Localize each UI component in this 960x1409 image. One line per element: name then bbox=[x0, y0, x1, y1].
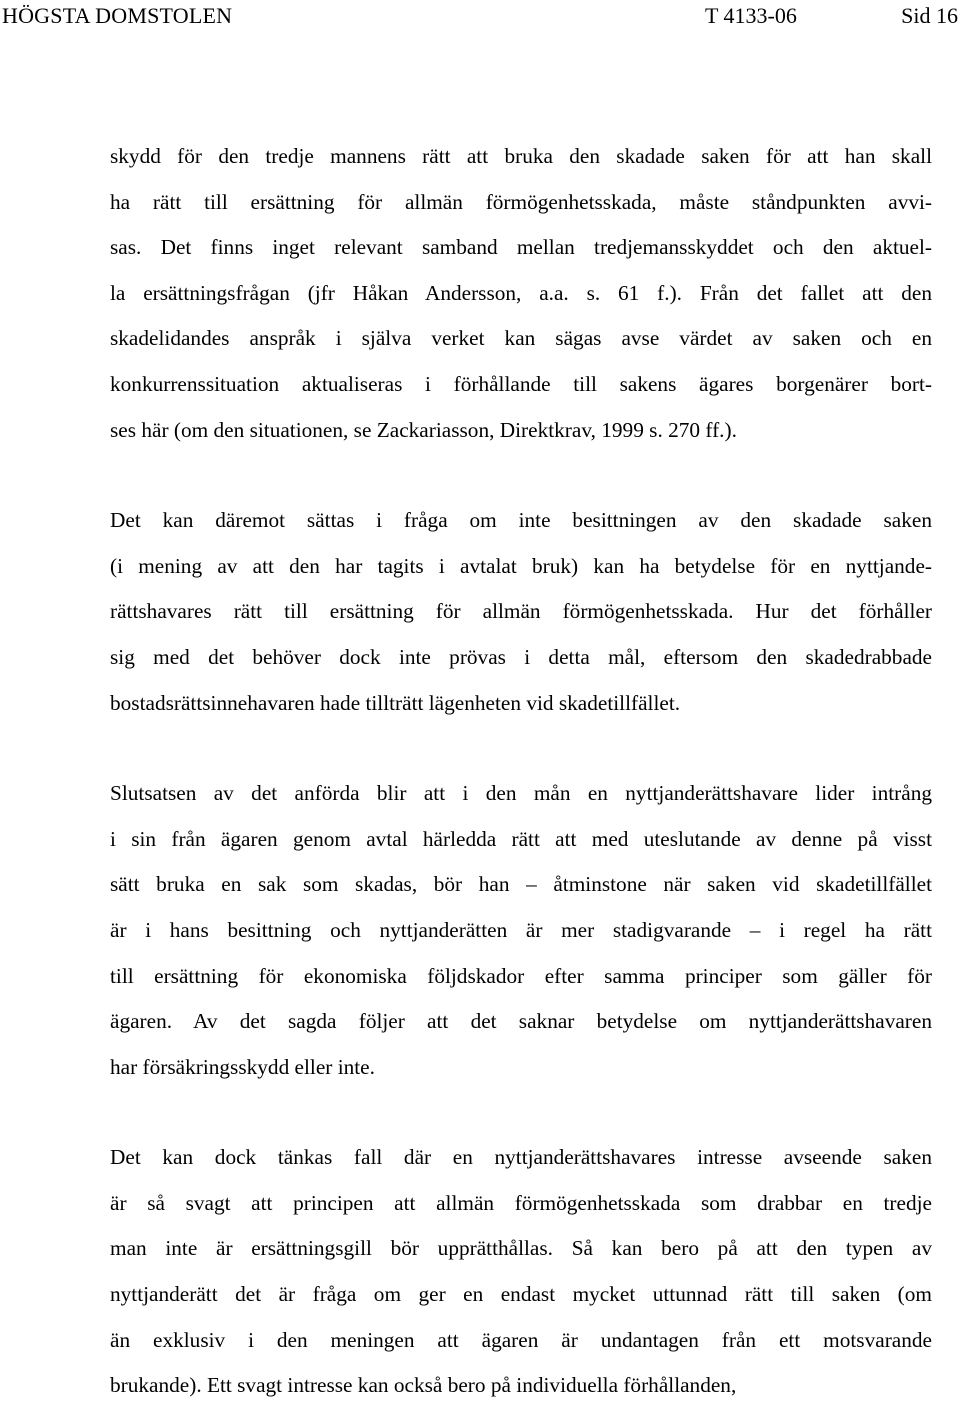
text-line: sätt bruka en sak som skadas, bör han – åtminstone när saken vid skadetillfället bbox=[110, 872, 932, 897]
document-body bbox=[110, 134, 932, 1409]
page-header bbox=[0, 0, 960, 40]
text-line: man inte är ersättningsgill bör upprätthållas. Så kan bero på att den typen av bbox=[110, 1236, 932, 1261]
text-line: la ersättningsfrågan (jfr Håkan Andersson, a.a. s. 61 f.). Från det fallet att den bbox=[110, 280, 932, 305]
text-line: sig med det behöver dock inte prövas i detta mål, eftersom den skadedrabbade bbox=[110, 644, 932, 669]
text-line: är i hans besittning och nyttjanderätten är mer stadigvarande – i regel ha rätt bbox=[110, 917, 932, 942]
court-name: HÖGSTA DOMSTOLEN bbox=[2, 3, 233, 28]
text-line: till ersättning för ekonomiska följdskador efter samma principer som gäller för bbox=[110, 963, 932, 988]
text-line: skydd för den tredje mannens rätt att bruka den skadade saken för att han skall bbox=[110, 144, 932, 168]
text-line: ses här (om den situationen, se Zackariasson, Direktkrav, 1999 s. 270 ff.). bbox=[110, 417, 737, 442]
text-line: i sin från ägaren genom avtal härledda rätt att med uteslutande av denne på visst bbox=[110, 826, 932, 851]
text-line: bostadsrättsinnehavaren hade tillträtt lägenheten vid skadetillfället. bbox=[110, 690, 681, 715]
text-line: än exklusiv i den meningen att ägaren är undantagen från ett motsvarande bbox=[110, 1327, 932, 1352]
text-line: har försäkringsskydd eller inte. bbox=[110, 1054, 375, 1079]
text-line: är så svagt att principen att allmän förmögenhetsskada som drabbar en tredje bbox=[110, 1190, 932, 1215]
text-line: nyttjanderätt det är fråga om ger en endast mycket uttunnad rätt till saken (om bbox=[110, 1282, 932, 1307]
text-line: (i mening av att den har tagits i avtalat bruk) kan ha betydelse för en nyttjande- bbox=[110, 553, 932, 578]
text-line: ha rätt till ersättning för allmän förmögenhetsskada, måste ståndpunkten avvi- bbox=[110, 189, 932, 214]
text-line: Slutsatsen av det anförda blir att i den mån en nyttjanderättshavare lider intrång bbox=[110, 781, 932, 806]
paragraph-3 bbox=[110, 771, 932, 1090]
text-line: rättshavares rätt till ersättning för allmän förmögenhetsskada. Hur det förhåller bbox=[110, 599, 932, 624]
text-line: brukande). Ett svagt intresse kan också bero på individuella förhållanden, bbox=[110, 1373, 737, 1398]
case-number: T 4133-06 bbox=[705, 3, 797, 28]
text-line: konkurrenssituation aktualiseras i förhållande till sakens ägares borgenärer bort- bbox=[110, 371, 932, 396]
text-line: Det kan däremot sättas i fråga om inte besittningen av den skadade saken bbox=[110, 508, 932, 533]
text-line: skadelidandes anspråk i själva verket kan sägas avse värdet av saken och en bbox=[110, 326, 932, 351]
paragraph-2 bbox=[110, 498, 932, 726]
page-number: Sid 16 bbox=[901, 3, 958, 28]
text-line: ägaren. Av det sagda följer att det saknar betydelse om nyttjanderättshavaren bbox=[110, 1009, 932, 1034]
text-line: sas. Det finns inget relevant samband mellan tredjemansskyddet och den aktuel- bbox=[110, 235, 932, 260]
paragraph-1 bbox=[110, 134, 932, 453]
paragraph-4 bbox=[110, 1135, 932, 1409]
text-line: Det kan dock tänkas fall där en nyttjanderättshavares intresse avseende saken bbox=[110, 1145, 932, 1170]
